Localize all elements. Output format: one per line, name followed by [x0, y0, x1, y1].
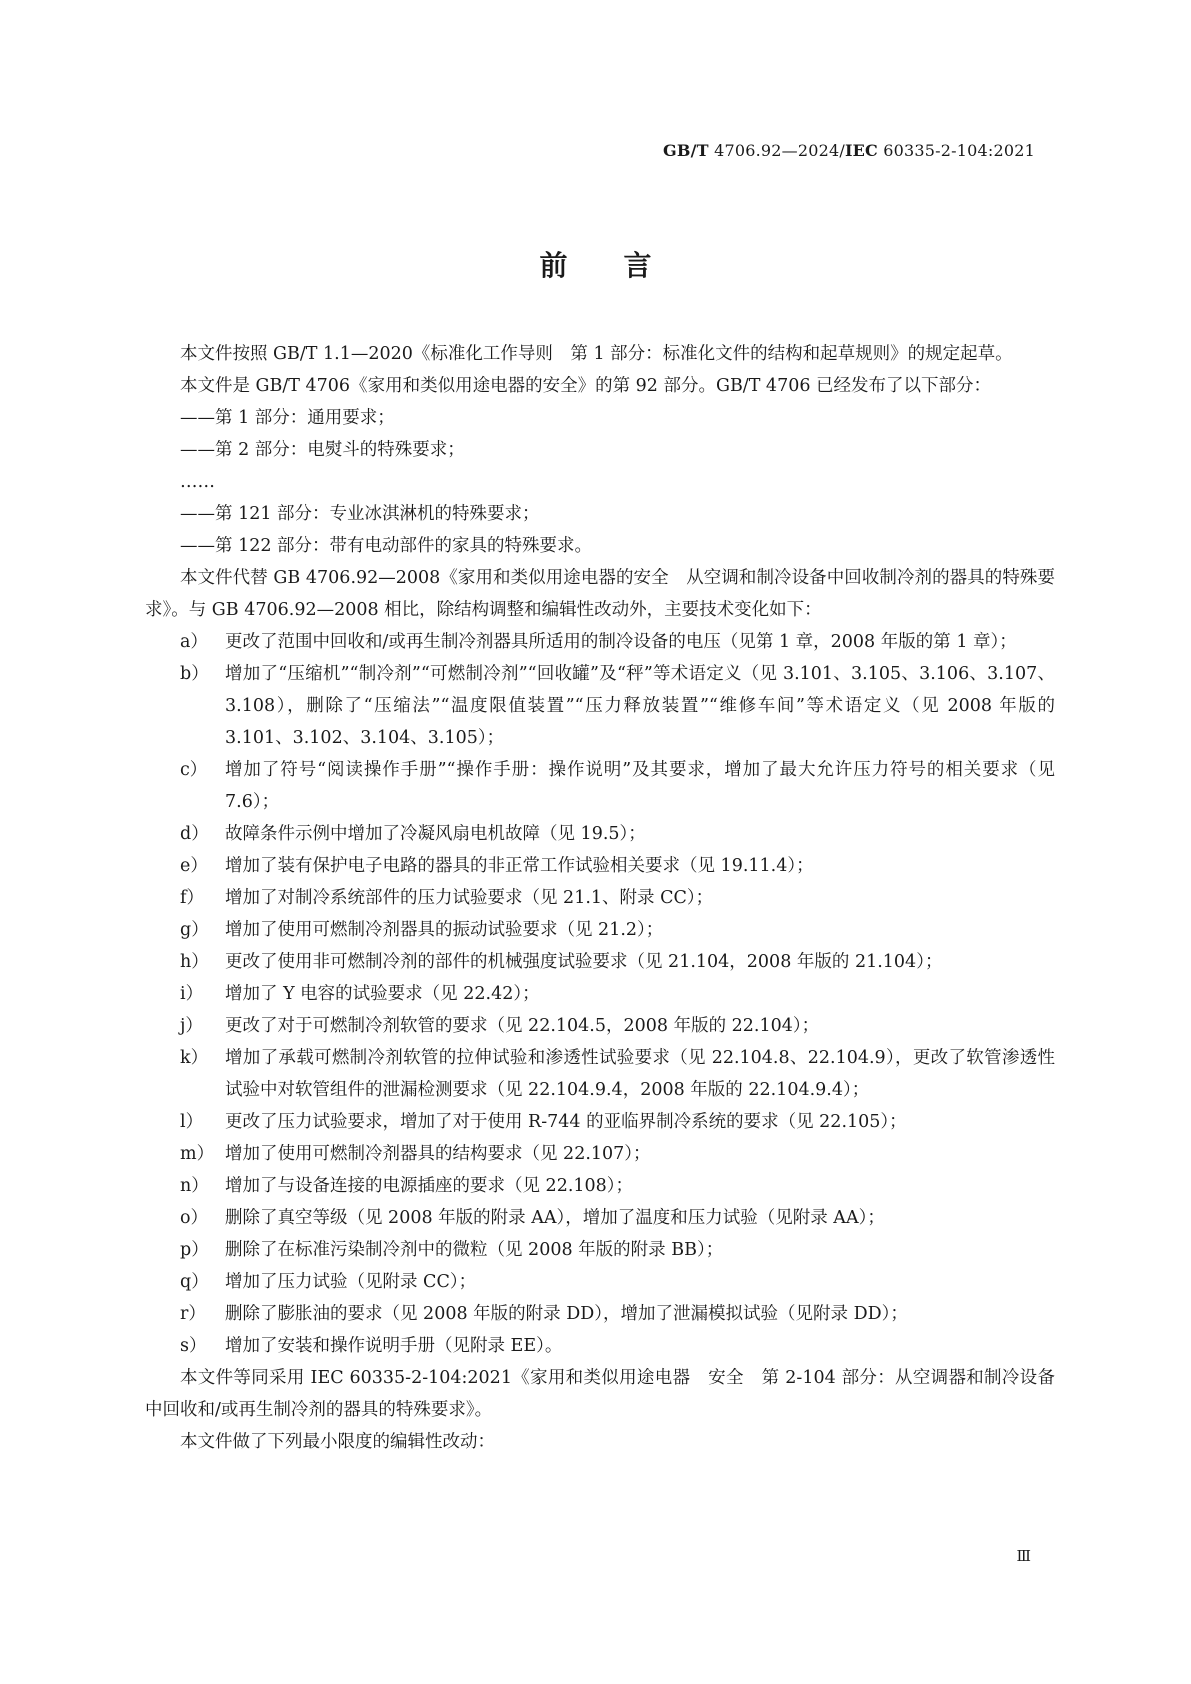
change-text: 增加了 Y 电容的试验要求（见 22.42）；: [225, 984, 540, 1004]
technical-changes-list: [145, 626, 1055, 1362]
change-item: [180, 1138, 1055, 1170]
change-item: [180, 946, 1055, 978]
change-marker: p）: [180, 1240, 209, 1260]
change-text: 更改了范围中回收和/或再生制冷剂器具所适用的制冷设备的电压（见第 1 章，2008 年版的第 1 章）；: [225, 632, 1017, 652]
change-text: 增加了压力试验（见附录 CC）；: [225, 1272, 477, 1292]
paragraph-iec-adoption: 本文件等同采用 IEC 60335-2-104:2021《家用和类似用途电器 安全 第 2-104 部分：从空调器和制冷设备中回收和/或再生制冷剂的器具的特殊要求》。: [145, 1368, 1055, 1420]
part-list-item: ——第 122 部分：带有电动部件的家具的特殊要求。: [180, 536, 593, 556]
part-list-item: ——第 2 部分：电熨斗的特殊要求；: [180, 440, 465, 460]
change-item: [180, 754, 1055, 818]
change-marker: h）: [180, 952, 209, 972]
change-marker: r）: [180, 1304, 206, 1324]
change-item: [180, 626, 1055, 658]
change-marker: m）: [180, 1144, 215, 1164]
change-item: [180, 1042, 1055, 1106]
change-item: [180, 1106, 1055, 1138]
change-text: 更改了压力试验要求，增加了对于使用 R-744 的亚临界制冷系统的要求（见 22.105）；: [225, 1112, 907, 1132]
header-iec-number: 60335-2-104:2021: [877, 141, 1035, 160]
change-item: [180, 882, 1055, 914]
change-text: 增加了使用可燃制冷剂器具的结构要求（见 22.107）；: [225, 1144, 651, 1164]
change-marker: n）: [180, 1176, 209, 1196]
change-marker: e）: [180, 856, 208, 876]
change-text: 增加了承载可燃制冷剂软管的拉伸试验和渗透性试验要求（见 22.104.8、22.104.9），更改了软管渗透性试验中对软管组件的泄漏检测要求（见 22.104.9.4，2008 年版的 22.104.9.4）；: [225, 1048, 1055, 1100]
change-marker: g）: [180, 920, 209, 940]
change-marker: q）: [180, 1272, 209, 1292]
change-marker: o）: [180, 1208, 209, 1228]
change-item: [180, 1266, 1055, 1298]
paragraph-series-info: 本文件是 GB/T 4706《家用和类似用途电器的安全》的第 92 部分。GB/T 4706 已经发布了以下部分：: [180, 376, 992, 396]
change-text: 增加了对制冷系统部件的压力试验要求（见 21.1、附录 CC）；: [225, 888, 714, 908]
header-standard-prefix: GB/T: [663, 141, 709, 160]
part-list-item: ——第 121 部分：专业冰淇淋机的特殊要求；: [180, 504, 540, 524]
document-code-header: [663, 141, 1035, 160]
change-text: 删除了真空等级（见 2008 年版的附录 AA），增加了温度和压力试验（见附录 AA）；: [225, 1208, 885, 1228]
change-marker: f）: [180, 888, 204, 908]
change-marker: b）: [180, 664, 209, 684]
preface-body: [145, 338, 1055, 1458]
change-marker: l）: [180, 1112, 204, 1132]
change-item: [180, 978, 1055, 1010]
change-text: 增加了与设备连接的电源插座的要求（见 22.108）；: [225, 1176, 634, 1196]
change-item: [180, 1202, 1055, 1234]
change-text: 更改了对于可燃制冷剂软管的要求（见 22.104.5，2008 年版的 22.104）；: [225, 1016, 820, 1036]
change-text: 增加了装有保护电子电路的器具的非正常工作试验相关要求（见 19.11.4）；: [225, 856, 814, 876]
change-marker: a）: [180, 632, 208, 652]
page-number: Ⅲ: [1016, 1547, 1031, 1565]
change-item: [180, 1298, 1055, 1330]
change-text: 增加了“压缩机”“制冷剂”“可燃制冷剂”“回收罐”及“秤”等术语定义（见 3.101、3.105、3.106、3.107、3.108），删除了“压缩法”“温度限值装置”“压力释放装置”“维修车间”等术语定义（见 2008 年版的 3.101、3.102、3.104、3.105）；: [225, 664, 1055, 748]
change-item: [180, 818, 1055, 850]
header-standard-number: 4706.92—2024/: [708, 141, 845, 160]
part-list-item: ——第 1 部分：通用要求；: [180, 408, 395, 428]
change-item: [180, 1234, 1055, 1266]
change-marker: s）: [180, 1336, 207, 1356]
paragraph-drafting-rules: 本文件按照 GB/T 1.1—2020《标准化工作导则 第 1 部分：标准化文件的结构和起草规则》的规定起草。: [180, 344, 1013, 364]
change-marker: d）: [180, 824, 209, 844]
change-text: 增加了符号“阅读操作手册”“操作手册：操作说明”及其要求，增加了最大允许压力符号的相关要求（见 7.6）；: [225, 760, 1055, 812]
change-text: 增加了安装和操作说明手册（见附录 EE）。: [225, 1336, 563, 1356]
change-marker: j）: [180, 1016, 203, 1036]
change-item: [180, 658, 1055, 754]
change-text: 故障条件示例中增加了冷凝风扇电机故障（见 19.5）；: [225, 824, 646, 844]
change-item: [180, 850, 1055, 882]
change-text: 更改了使用非可燃制冷剂的部件的机械强度试验要求（见 21.104，2008 年版的 21.104）；: [225, 952, 943, 972]
paragraph-editorial-changes: 本文件做了下列最小限度的编辑性改动：: [180, 1432, 495, 1452]
change-marker: c）: [180, 760, 208, 780]
change-text: 增加了使用可燃制冷剂器具的振动试验要求（见 21.2）；: [225, 920, 664, 940]
change-text: 删除了膨胀油的要求（见 2008 年版的附录 DD），增加了泄漏模拟试验（见附录 DD）；: [225, 1304, 908, 1324]
change-item: [180, 1170, 1055, 1202]
change-item: [180, 1010, 1055, 1042]
part-list-ellipsis: ……: [180, 472, 215, 492]
header-iec-prefix: IEC: [844, 141, 878, 160]
paragraph-replacement: 本文件代替 GB 4706.92—2008《家用和类似用途电器的安全 从空调和制冷设备中回收制冷剂的器具的特殊要求》。与 GB 4706.92—2008 相比，除结构调整和编辑性改动外，主要技术变化如下：: [145, 568, 1055, 620]
change-marker: k）: [180, 1048, 209, 1068]
change-text: 删除了在标准污染制冷剂中的微粒（见 2008 年版的附录 BB）；: [225, 1240, 724, 1260]
change-marker: i）: [180, 984, 204, 1004]
change-item: [180, 914, 1055, 946]
page-title: 前言: [539, 249, 708, 282]
change-item: [180, 1330, 1055, 1362]
